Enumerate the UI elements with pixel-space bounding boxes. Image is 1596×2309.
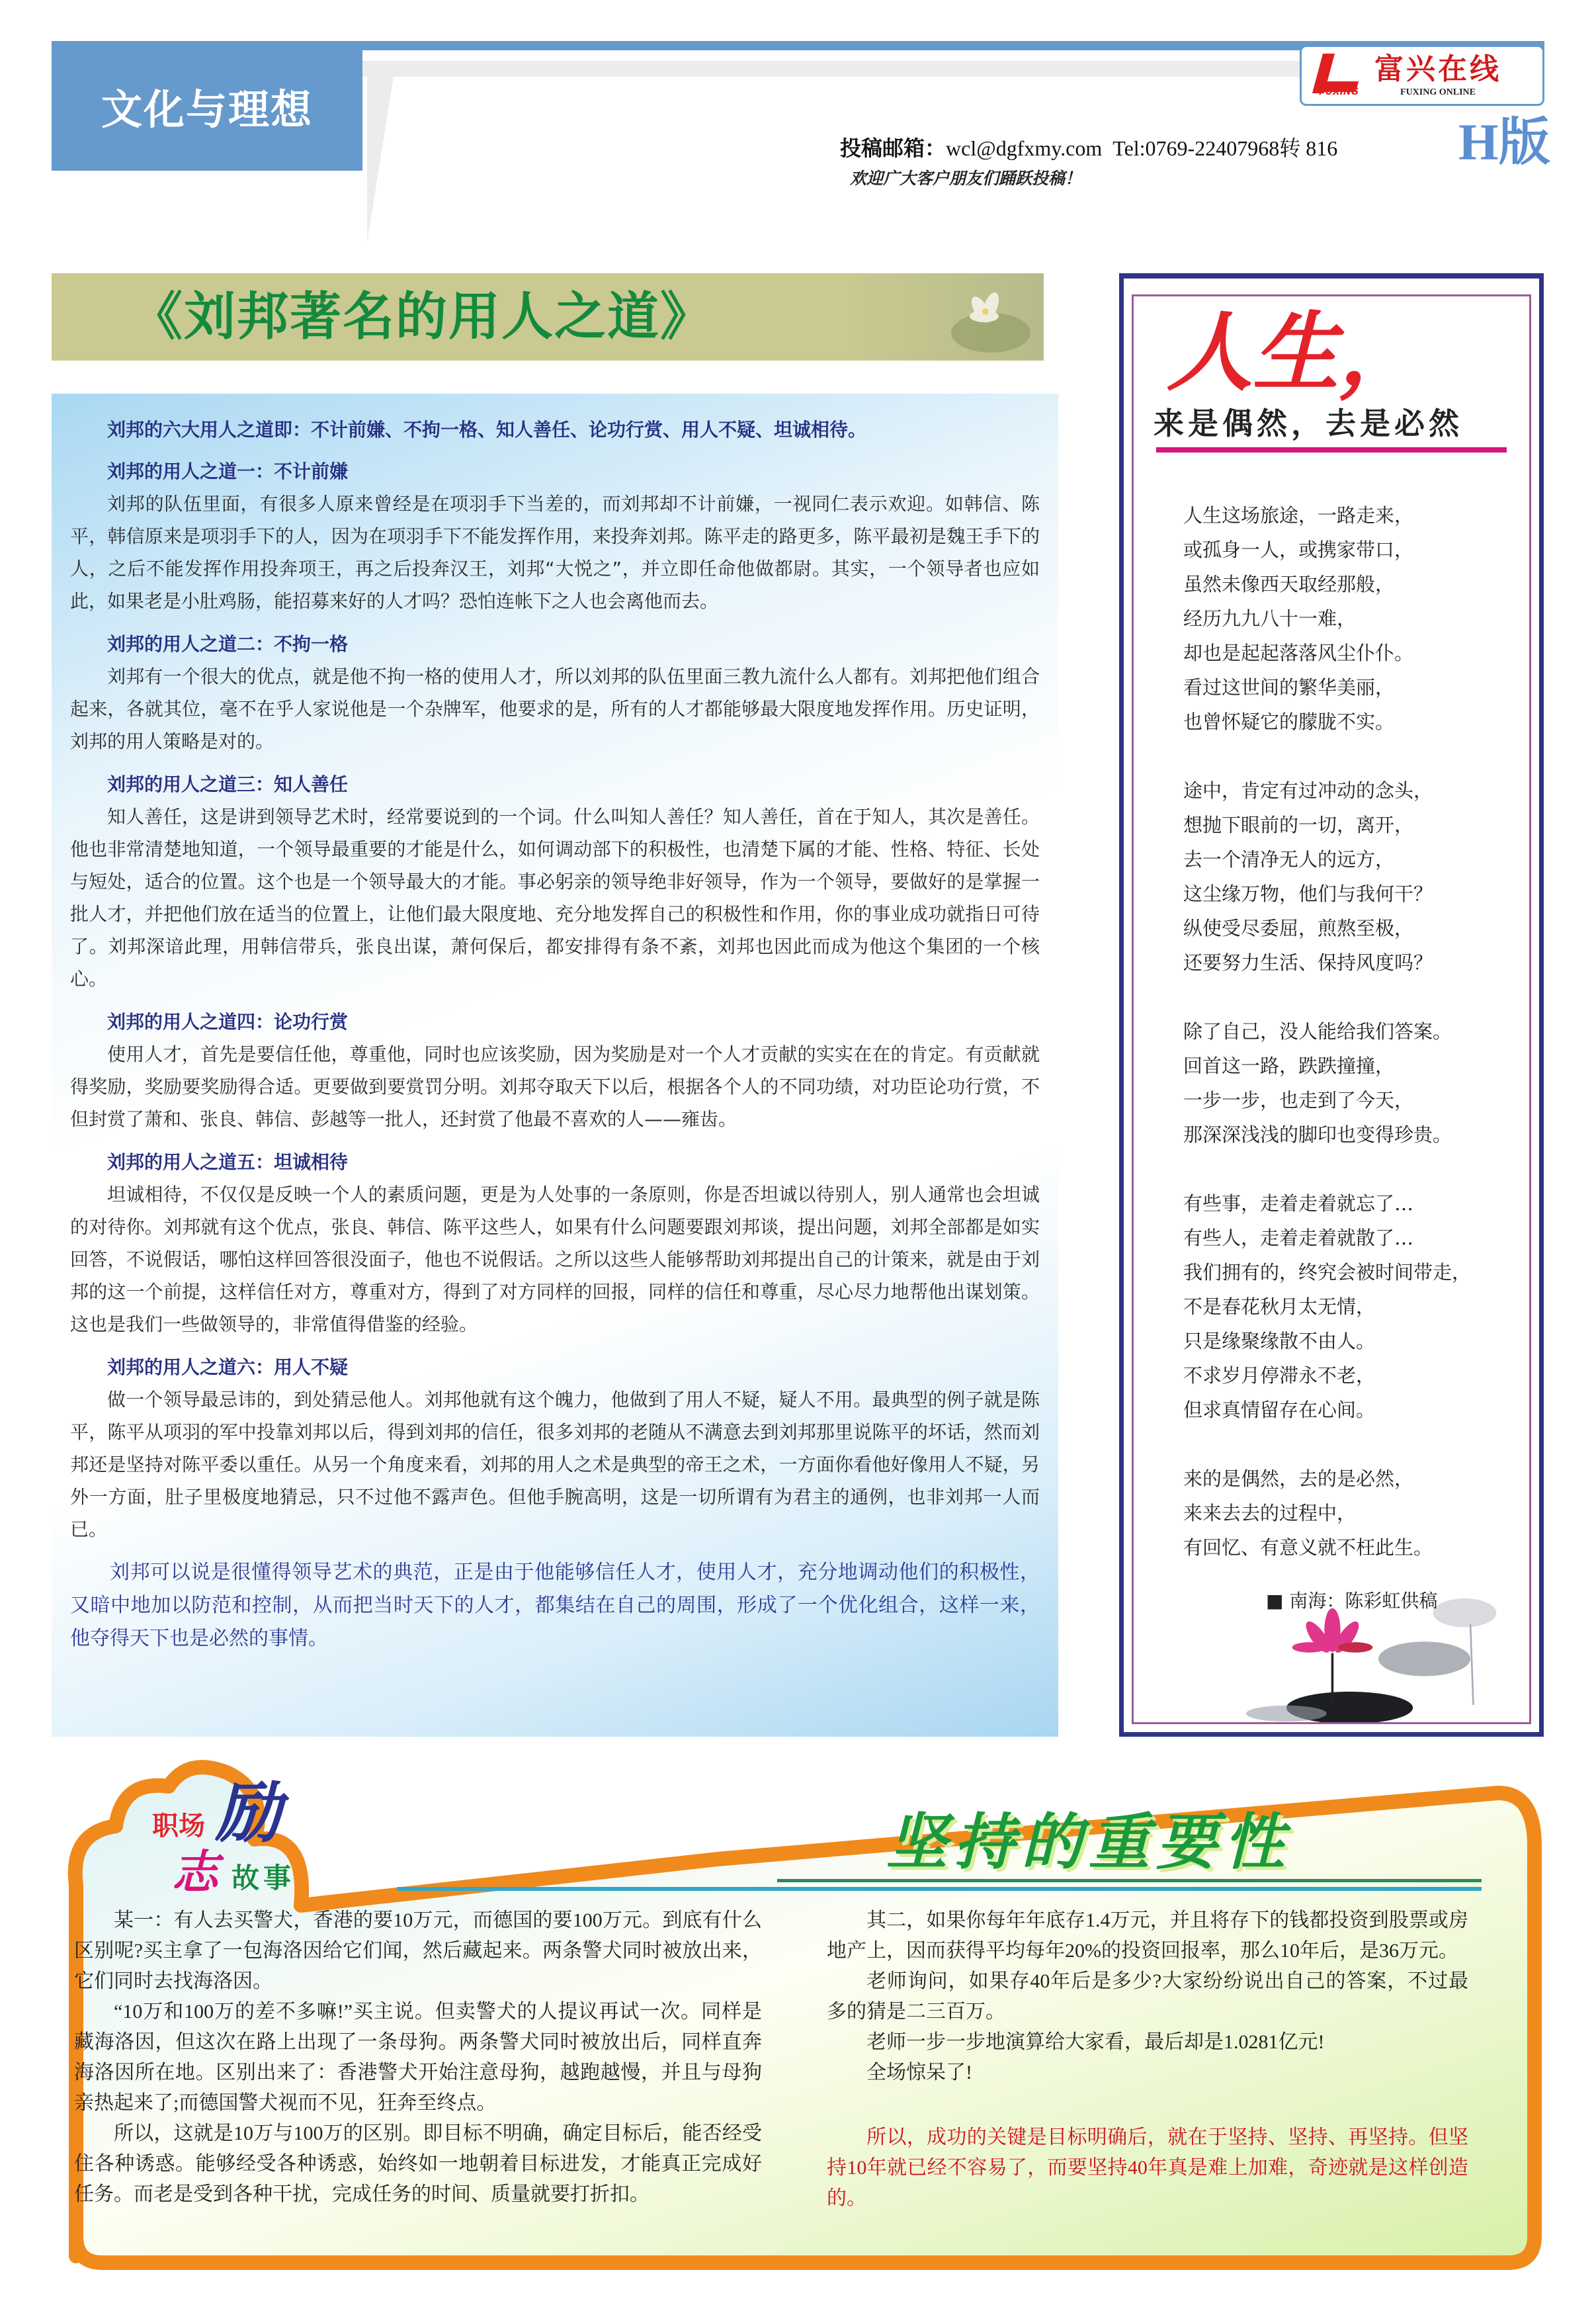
poem-body <box>1183 498 1527 1565</box>
poem-line: 人生这场旅途，一路走来， <box>1183 504 1414 527</box>
poem-line: 只是缘聚缘散不由人。 <box>1183 1330 1376 1352</box>
poem-stanza <box>1183 773 1527 980</box>
section-heading: 刘邦的用人之道五：坦诚相待 <box>107 1151 349 1173</box>
section-heading: 刘邦的用人之道一：不计前嫌 <box>107 460 349 482</box>
poem-line: 回首这一路，跌跌撞撞， <box>1183 1055 1395 1077</box>
section-body: 坦诚相待，不仅仅是反映一个人的素质问题，更是为人处事的一条原则，你是否坦诚以待别人，别人通常也会坦诚的对待你。刘邦就有这个优点，张良、韩信、陈平这些人，如果有什么问题要跟刘邦谈，提出问题，刘邦全部都是如实回答，不说假话，哪怕这样回答很没面子，他也不说假话。之所以这些人能够帮助刘邦提出自己的计策来，就是由于刘邦的这一个前提，这样信任对方，尊重对方，得到了对方同样的回报，同样的信任和尊重，尽心尽力地帮他出谋划策。这也是我们一些做领导的，非常值得借鉴的经验。 <box>70 1184 1040 1335</box>
article-intro: 刘邦的六大用人之道即：不计前嫌、不拘一格、知人善任、论功行赏、用人不疑、坦诚相待。 <box>107 419 867 441</box>
poem-line: 我们拥有的，终究会被时间带走， <box>1183 1261 1472 1284</box>
poem-line: 看过这世间的繁华美丽， <box>1183 676 1395 699</box>
poem-inner-frame <box>1132 294 1531 1724</box>
article-section <box>70 1351 1040 1546</box>
poem-line: 不求岁月停滞永不老， <box>1183 1364 1376 1387</box>
poem-line: 不是春花秋月太无情， <box>1183 1295 1376 1318</box>
contact-label: 投稿邮箱： <box>840 136 946 161</box>
story-title: 坚持的重要性 <box>886 1807 1292 1878</box>
story-right-column <box>827 1905 1468 2214</box>
poem-line: 有些事，走着走着就忘了… <box>1183 1192 1414 1215</box>
story-left-column <box>74 1905 762 2210</box>
article-section <box>70 628 1040 758</box>
poem-stanza <box>1183 1014 1527 1152</box>
title-rule <box>397 1887 1482 1891</box>
poem-line: 还要努力生活、保持风度吗？ <box>1183 951 1433 974</box>
story-paragraph: 全场惊呆了! <box>866 2062 972 2083</box>
article-conclusion: 刘邦可以说是很懂得领导艺术的典范，正是由于他能够信任人才，使用人才，充分地调动他们的积极性，又暗中地加以防范和控制，从而把当时天下的人才，都集结在自己的周围，形成了一个优化组合，这样一来，他夺得天下也是必然的事情。 <box>70 1561 1040 1650</box>
section-heading: 刘邦的用人之道四：论功行赏 <box>107 1011 349 1033</box>
article-section <box>70 1146 1040 1340</box>
edition-label: H版 <box>1458 113 1550 171</box>
poem-line: 这尘缘万物，他们与我何干？ <box>1183 883 1433 905</box>
label-gushi: 故事 <box>231 1862 296 1894</box>
poem-line: 途中，肯定有过冲动的念头， <box>1183 779 1433 802</box>
logo-mark-icon <box>1311 52 1364 99</box>
section-heading: 刘邦的用人之道六：用人不疑 <box>107 1356 349 1378</box>
story-paragraph: 所以，这就是10万与100万的区别。即目标不明确，确定目标后，能否经受住各种诱惑。能够经受各种诱惑，始终如一地朝着目标进发，才能真正完成好任务。而老是受到各种干扰，完成任务的时间、质量就要打折扣。 <box>74 2122 762 2205</box>
poem-line: 却也是起起落落风尘仆仆。 <box>1183 642 1414 664</box>
poem-credit: ■ 南海：陈彩虹供稿 <box>1266 1590 1438 1612</box>
label-zhi: 志 <box>172 1845 218 1899</box>
poem-line: 但求真情留存在心间。 <box>1183 1399 1376 1421</box>
poem-line: 也曾怀疑它的朦胧不实。 <box>1183 711 1395 733</box>
section-body: 刘邦有一个很大的优点，就是他不拘一格的使用人才，所以刘邦的队伍里面三教九流什么人都有。刘邦把他们组合起来，各就其位，毫不在乎人家说他是一个杂牌军，他要求的是，所有的人才都能够最大限度地发挥作用。历史证明，刘邦的用人策略是对的。 <box>70 666 1040 752</box>
poem-subtitle: 来是偶然，去是必然 <box>1154 406 1463 441</box>
poem-line: 或孤身一人，或携家带口， <box>1183 539 1414 561</box>
story-paragraph: 老师询问，如果存40年后是多少?大家纷纷说出自己的答案，不过最多的猜是二三百万。 <box>827 1970 1468 2023</box>
poem-title: 人生， <box>1167 302 1425 403</box>
header-strip <box>362 61 1302 77</box>
label-li: 励 <box>215 1774 281 1852</box>
contact-ext: 转 816 <box>1279 136 1338 160</box>
poem-line: 来来去去的过程中， <box>1183 1502 1357 1524</box>
section-body: 使用人才，首先是要信任他，尊重他，同时也应该奖励，因为奖励是对一个人才贡献的实实在在的肯定。有贡献就得奖励，奖励要奖励得合适。更要做到要赏罚分明。刘邦夺取天下以后，根据各个人的不同功绩，对功臣论功行赏，不但封赏了萧和、张良、韩信、彭越等一批人，还封赏了他最不喜欢的人——雍齿。 <box>70 1043 1040 1130</box>
story-paragraph: 某一：有人去买警犬，香港的要10万元，而德国的要100万元。到底有什么区别呢?买主拿了一包海洛因给它们闻，然后藏起来。两条警犬同时被放出来，它们同时去找海洛因。 <box>74 1909 762 1992</box>
poem-line: 除了自己，没人能给我们答案。 <box>1183 1020 1452 1043</box>
logo-name-cn: 富兴在线 <box>1374 52 1501 86</box>
title-rule <box>777 1879 1482 1882</box>
poem-line: 有些人，走着走着就散了… <box>1183 1227 1414 1249</box>
article-section <box>70 768 1040 995</box>
poem-line: 虽然未像西天取经那般， <box>1183 573 1395 595</box>
label-zhichang: 职场 <box>152 1811 205 1841</box>
poem-line: 去一个清净无人的远方， <box>1183 848 1395 871</box>
section-body: 刘邦的队伍里面，有很多人原来曾经是在项羽手下当差的，而刘邦却不计前嫌，一视同仁表示欢迎。如韩信、陈平，韩信原来是项羽手下的人，因为在项羽手下不能发挥作用，来投奔刘邦。陈平走的路更多，陈平最初是魏王手下的人，之后不能发挥作用投奔项王，再之后投奔汉王，刘邦“大悦之”，并立即任命他做都尉。其实，一个领导者也应如此，如果老是小肚鸡肠，能招募来好的人才吗？恐怕连帐下之人也会离他而去。 <box>70 493 1040 612</box>
column-label <box>152 1774 331 1899</box>
section-heading: 刘邦的用人之道三：知人善任 <box>107 773 349 795</box>
poem-line: 有回忆、有意义就不枉此生。 <box>1183 1536 1433 1559</box>
article-body <box>52 394 1058 1737</box>
poem-line: 来的是偶然，去的是必然， <box>1183 1467 1414 1490</box>
article-section <box>70 455 1040 617</box>
poem-stanza <box>1183 1461 1527 1565</box>
poem-line: 经历九九八十一难， <box>1183 607 1357 630</box>
header-diagonal <box>367 77 394 242</box>
poem-underline <box>1156 447 1507 453</box>
section-body: 知人善任，这是讲到领导艺术时，经常要说到的一个词。什么叫知人善任？知人善任，首在于知人，其次是善任。他也非常清楚地知道，一个领导最重要的才能是什么，如何调动部下的积极性，也清楚下属的才能、性格、特征、长处与短处，适合的位置。这个也是一个领导最大的才能。事必躬亲的领导绝非好领导，作为一个领导，要做好的是掌握一批人才，并把他们放在适当的位置上，让他们最大限度地、充分地发挥自己的积极性和作用，你的事业成功就指日可待了。刘邦深谙此理，用韩信带兵，张良出谋，萧何保后，都安排得有条不紊，刘邦也因此而成为他这个集团的一个核心。 <box>70 806 1040 990</box>
logo-mark-text: FUXING <box>1319 87 1359 97</box>
logo-name-en: FUXING ONLINE <box>1400 87 1476 97</box>
flower-icon <box>945 280 1030 354</box>
poem-line: 那深深浅浅的脚印也变得珍贵。 <box>1183 1123 1452 1146</box>
poem-stanza <box>1183 498 1527 739</box>
story-moral: 所以，成功的关键是目标明确后，就在于坚持、坚持、再坚持。但坚持10年就已经不容易了，而要坚持40年真是难上加难，奇迹就是这样创造的。 <box>827 2126 1468 2209</box>
contact-email[interactable]: wcl@dgfxmy.com <box>946 136 1103 160</box>
section-body: 做一个领导最忌讳的，到处猜忌他人。刘邦他就有这个魄力，他做到了用人不疑，疑人不用。最典型的例子就是陈平，陈平从项羽的军中投靠刘邦以后，得到刘邦的信任，很多刘邦的老随从不满意去到刘邦那里说陈平的坏话，然而刘邦还是坚持对陈平委以重任。从另一个角度来看，刘邦的用人之术是典型的帝王之术，一方面你看他好像用人不疑，另外一方面，肚子里极度地猜忌，只不过他不露声色。但他手腕高明，这是一切所谓有为君主的通例，也非刘邦一人而已。 <box>70 1389 1040 1540</box>
section-title: 文化与理想 <box>101 85 313 134</box>
poem-line: 纵使受尽委屈，煎熬至极， <box>1183 917 1414 939</box>
article-banner <box>52 273 1044 361</box>
tagline: 欢迎广大客户朋友们踊跃投稿！ <box>850 169 1082 188</box>
story-paragraph: 其二，如果你每年年底存1.4万元，并且将存下的钱都投资到股票或房地产上，因而获得平均每年20%的投资回报率，那么10年后，是36万元。 <box>827 1909 1468 1962</box>
article-section <box>70 1006 1040 1135</box>
story-paragraph: “10万和100万的差不多嘛!”买主说。但卖警犬的人提议再试一次。同样是藏海洛因，但这次在路上出现了一条母狗。两条警犬同时被放出后，同样直奔海洛因所在地。区别出来了：香港警犬开始注意母狗，越跑越慢，并且与母狗亲热起来了;而德国警犬视而不见，狂奔至终点。 <box>74 2001 762 2114</box>
contact-line <box>840 136 1337 161</box>
poem-stanza <box>1183 1186 1527 1427</box>
section-block <box>52 41 362 171</box>
article-title: 《刘邦著名的用人之道》 <box>131 287 714 347</box>
story-paragraph: 老师一步一步地演算给大家看，最后却是1.0281亿元! <box>866 2031 1325 2053</box>
site-logo[interactable] <box>1300 45 1544 106</box>
poem-box <box>1119 273 1544 1737</box>
poem-line: 想抛下眼前的一切，离开， <box>1183 814 1414 836</box>
section-heading: 刘邦的用人之道二：不拘一格 <box>107 633 349 655</box>
poem-line: 一步一步，也走到了今天， <box>1183 1089 1414 1111</box>
contact-tel: Tel:0769-22407968 <box>1113 136 1280 160</box>
